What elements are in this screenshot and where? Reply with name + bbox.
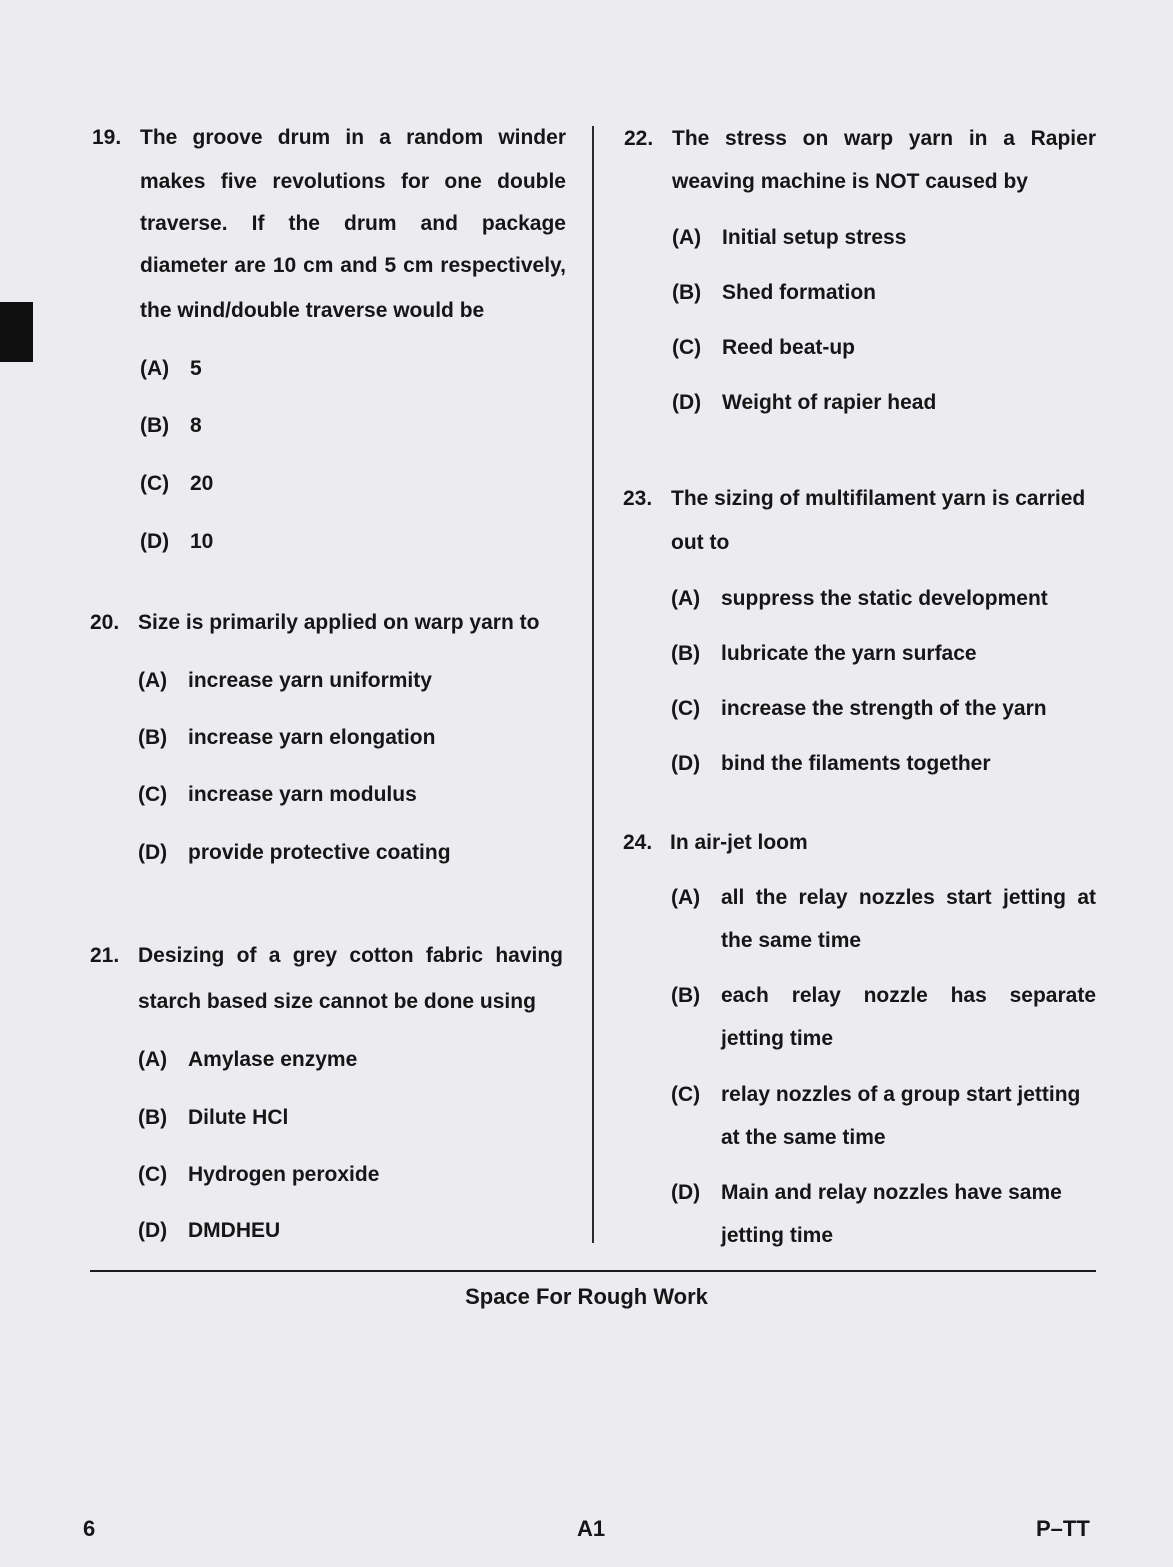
option-text-line: Main and relay nozzles have same — [721, 1181, 1062, 1204]
option-24-d[interactable] — [671, 1181, 1096, 1251]
question-22 — [624, 127, 1096, 197]
option-label: (D) — [140, 530, 170, 553]
option-label: (D) — [138, 1219, 168, 1242]
option-text-line: jetting time — [721, 1224, 834, 1247]
option-label: (D) — [138, 841, 168, 864]
question-text-line: the wind/double traverse would be — [140, 299, 485, 322]
page-number: 6 — [83, 1516, 96, 1541]
question-text-line: weaving machine is NOT caused by — [672, 170, 1028, 193]
option-text-line: at the same time — [721, 1126, 886, 1149]
option-text: Shed formation — [722, 281, 877, 304]
question-number: 21. — [90, 944, 120, 967]
option-label: (C) — [138, 1163, 168, 1186]
option-text: Amylase enzyme — [188, 1048, 358, 1071]
option-label: (A) — [138, 669, 168, 692]
option-text: Weight of rapier head — [722, 391, 937, 414]
option-label: (A) — [138, 1048, 168, 1071]
option-text: increase yarn uniformity — [188, 669, 432, 692]
option-label: (B) — [671, 642, 701, 665]
question-text-line: traverse. If the drum and package — [140, 212, 566, 235]
option-text-line: jetting time — [721, 1027, 834, 1050]
option-text: Reed beat-up — [722, 336, 856, 359]
option-label: (D) — [671, 1181, 701, 1204]
question-20 — [90, 611, 566, 637]
option-text: 20 — [190, 472, 214, 495]
question-text-line: Size is primarily applied on warp yarn to — [138, 611, 540, 634]
option-label: (C) — [140, 472, 170, 495]
option-label: (C) — [671, 697, 701, 720]
option-label: (D) — [672, 391, 702, 414]
option-label: (B) — [140, 414, 170, 437]
option-text: 5 — [190, 357, 202, 380]
option-text: DMDHEU — [188, 1219, 281, 1242]
series-code: A1 — [577, 1516, 606, 1541]
question-number: 22. — [624, 127, 654, 150]
option-label: (A) — [671, 587, 701, 610]
option-24-b[interactable] — [671, 984, 1096, 1054]
question-19 — [92, 126, 566, 326]
option-text-line: all the relay nozzles start jetting at — [721, 886, 1096, 909]
option-24-c[interactable] — [671, 1083, 1096, 1153]
question-text-line: out to — [671, 531, 730, 554]
option-label: (B) — [672, 281, 702, 304]
option-text-line: the same time — [721, 929, 862, 952]
question-text-line: In air-jet loom — [670, 831, 808, 854]
option-label: (D) — [671, 752, 701, 775]
question-number: 23. — [623, 487, 653, 510]
question-text-line: Desizing of a grey cotton fabric having — [138, 944, 563, 967]
option-text: Dilute HCl — [188, 1106, 289, 1129]
option-label: (A) — [672, 226, 702, 249]
option-label: (B) — [671, 984, 701, 1007]
option-text: 8 — [190, 414, 202, 437]
option-label: (C) — [671, 1083, 701, 1106]
question-text-line: The groove drum in a random winder — [140, 126, 566, 149]
page-edge-marker — [0, 302, 33, 362]
option-text: provide protective coating — [188, 841, 451, 864]
option-text: lubricate the yarn surface — [721, 642, 977, 665]
option-label: (A) — [140, 357, 170, 380]
option-text: increase yarn modulus — [188, 783, 417, 806]
option-text: Hydrogen peroxide — [188, 1163, 380, 1186]
option-24-a[interactable] — [671, 886, 1096, 956]
question-21 — [90, 944, 566, 1014]
option-label: (C) — [138, 783, 168, 806]
option-text: 10 — [190, 530, 214, 553]
question-text-line: diameter are 10 cm and 5 cm respectively, — [140, 254, 566, 277]
option-text: bind the filaments together — [721, 752, 991, 775]
question-text-line: starch based size cannot be done using — [138, 990, 536, 1013]
option-label: (B) — [138, 726, 168, 749]
question-text-line: The sizing of multifilament yarn is carried — [671, 487, 1086, 510]
question-number: 19. — [92, 126, 122, 149]
option-text: increase yarn elongation — [188, 726, 436, 749]
question-text-line: makes five revolutions for one double — [140, 170, 566, 193]
option-text-line: relay nozzles of a group start jetting — [721, 1083, 1081, 1106]
option-text: suppress the static development — [721, 587, 1048, 610]
question-24 — [623, 831, 1096, 857]
question-text-line: The stress on warp yarn in a Rapier — [672, 127, 1096, 150]
column-divider — [592, 126, 594, 1243]
question-number: 24. — [623, 831, 653, 854]
option-text: Initial setup stress — [722, 226, 907, 249]
option-text: increase the strength of the yarn — [721, 697, 1047, 720]
option-text-line: each relay nozzle has separate — [721, 984, 1096, 1007]
section-rule — [90, 1270, 1096, 1272]
rough-work-heading: Space For Rough Work — [465, 1284, 708, 1309]
paper-code: P–TT — [1036, 1516, 1090, 1541]
option-label: (C) — [672, 336, 702, 359]
question-23 — [623, 487, 1096, 557]
question-number: 20. — [90, 611, 120, 634]
option-label: (A) — [671, 886, 701, 909]
option-label: (B) — [138, 1106, 168, 1129]
